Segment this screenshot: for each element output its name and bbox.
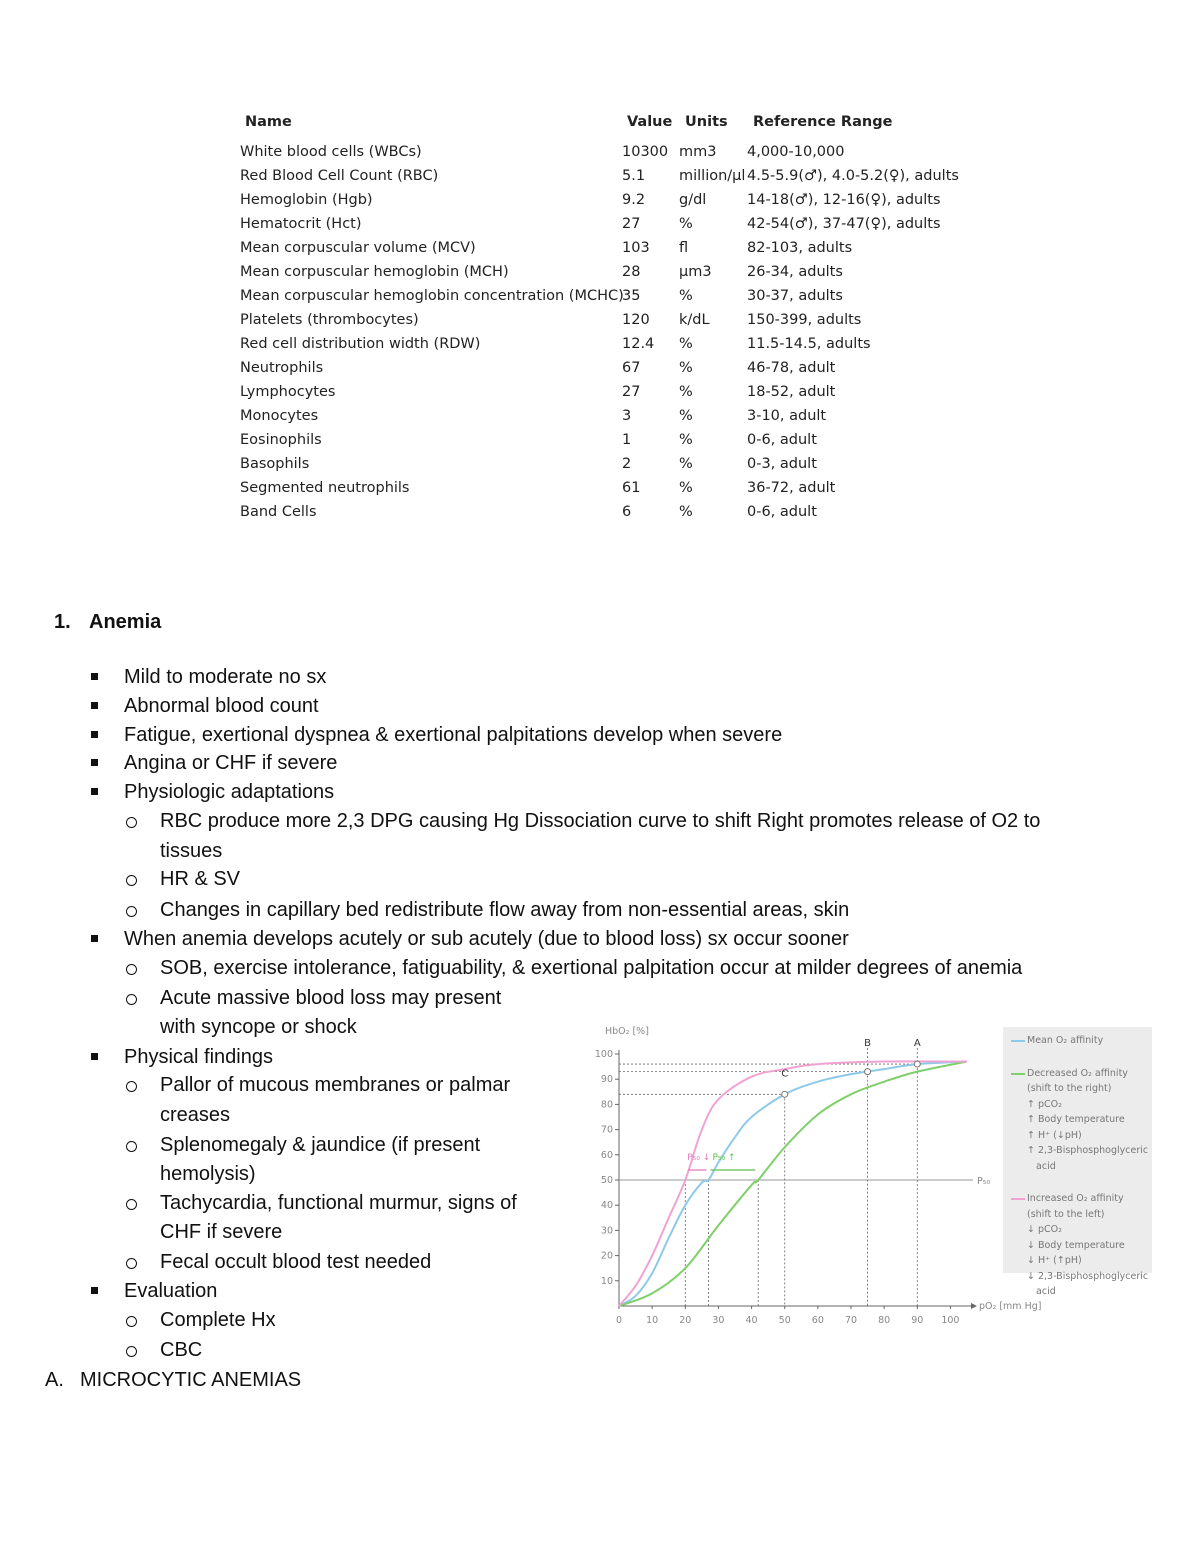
cell-units: %	[679, 336, 693, 352]
x-tick-label: 40	[745, 1315, 758, 1326]
cell-value: 5.1	[622, 168, 646, 184]
cell-value: 61	[622, 480, 641, 496]
legend-text: ↓ H⁺ (↑pH)	[1027, 1255, 1082, 1266]
circle-bullet-icon	[126, 1199, 137, 1210]
y-tick-label: 10	[600, 1275, 613, 1287]
cell-name: White blood cells (WBCs)	[240, 144, 422, 160]
cell-value: 1	[622, 432, 632, 448]
cell-value: 2	[622, 456, 632, 472]
list-item: CBC	[160, 1339, 203, 1361]
cell-units: g/dl	[679, 192, 707, 208]
x-tick-label: 30	[712, 1315, 725, 1326]
list-item: Pallor of mucous membranes or palmar	[160, 1074, 511, 1096]
list-item-continuation: hemolysis)	[160, 1163, 256, 1185]
legend-text: acid	[1027, 1160, 1056, 1172]
cell-reference-range: 82-103, adults	[747, 240, 853, 256]
cell-value: 9.2	[622, 192, 646, 208]
circle-bullet-icon	[126, 1258, 137, 1269]
legend-text: (shift to the left)	[1027, 1208, 1105, 1220]
legend-text: acid	[1027, 1286, 1056, 1297]
cell-value: 35	[622, 288, 641, 304]
cell-value: 10300	[622, 144, 669, 160]
cell-units: %	[679, 384, 693, 400]
cell-units: %	[679, 408, 693, 424]
cell-units: %	[679, 288, 693, 304]
cell-units: %	[679, 216, 693, 232]
cell-name: Hemoglobin (Hgb)	[240, 192, 373, 208]
list-item: Tachycardia, functional murmur, signs of	[160, 1192, 517, 1214]
x-tick-label: 80	[878, 1315, 891, 1326]
legend-text: ↑ pCO₂	[1027, 1098, 1062, 1110]
data-point	[914, 1061, 920, 1067]
x-tick-label: 100	[941, 1315, 960, 1326]
cell-reference-range: 11.5-14.5, adults	[747, 336, 871, 352]
legend-text: Increased O₂ affinity	[1027, 1193, 1124, 1204]
x-tick-label: 70	[844, 1315, 858, 1326]
circle-bullet-icon	[126, 1081, 137, 1092]
subsection-letter: A.	[45, 1369, 64, 1391]
square-bullet-icon	[91, 702, 98, 709]
header-value: Value	[627, 114, 673, 130]
square-bullet-icon	[91, 788, 98, 795]
header-units: Units	[685, 114, 728, 130]
square-bullet-icon	[91, 673, 98, 680]
circle-bullet-icon	[126, 906, 137, 917]
point-label-b: B	[864, 1038, 872, 1049]
list-item: Changes in capillary bed redistribute flow away from non-essential areas, skin	[160, 899, 850, 921]
list-item: Acute massive blood loss may present	[160, 987, 502, 1009]
y-tick-label: 100	[595, 1049, 613, 1060]
y-tick-label: 50	[600, 1175, 613, 1186]
legend-text: Decreased O₂ affinity	[1027, 1067, 1128, 1079]
cell-value: 28	[622, 264, 641, 280]
x-tick-label: 20	[679, 1315, 692, 1326]
cell-reference-range: 0-6, adult	[747, 432, 817, 448]
circle-bullet-icon	[126, 1141, 137, 1152]
y-axis-label: HbO₂ [%]	[605, 1026, 649, 1037]
legend-text: ↓ Body temperature	[1027, 1239, 1125, 1251]
list-item-continuation: creases	[160, 1104, 231, 1126]
list-item: Complete Hx	[160, 1309, 276, 1331]
cell-reference-range: 14-18(♂), 12-16(♀), adults	[747, 192, 941, 208]
section-title: Anemia	[89, 611, 162, 633]
x-axis-arrow-icon	[971, 1303, 977, 1309]
list-item: SOB, exercise intolerance, fatiguability, & exertional palpitation occur at milder degrees of anemia	[160, 957, 1023, 979]
cell-units: %	[679, 432, 693, 448]
square-bullet-icon	[91, 759, 98, 766]
cell-name: Band Cells	[240, 504, 317, 520]
cell-name: Platelets (thrombocytes)	[240, 312, 419, 328]
legend-swatch	[1011, 1073, 1025, 1075]
cell-reference-range: 0-3, adult	[747, 456, 817, 472]
y-tick-label: 80	[600, 1099, 613, 1111]
cell-reference-range: 36-72, adult	[747, 480, 836, 496]
list-item: Abnormal blood count	[124, 695, 319, 717]
x-axis-label: pO₂ [mm Hg]	[979, 1301, 1042, 1312]
cell-name: Red cell distribution width (RDW)	[240, 336, 481, 352]
cell-units: mm3	[679, 144, 717, 160]
square-bullet-icon	[91, 935, 98, 942]
circle-bullet-icon	[126, 875, 137, 886]
cell-reference-range: 30-37, adults	[747, 288, 843, 304]
cell-reference-range: 4,000-10,000	[747, 144, 845, 160]
list-item: Evaluation	[124, 1280, 218, 1302]
circle-bullet-icon	[126, 994, 137, 1005]
shift-label-right: P₅₀ ↑	[712, 1153, 736, 1163]
legend-text: ↓ 2,3-Bisphosphoglyceric	[1027, 1270, 1149, 1282]
header-reference-range: Reference Range	[753, 114, 893, 130]
list-item: HR & SV	[160, 868, 241, 890]
cell-value: 6	[622, 504, 632, 520]
circle-bullet-icon	[126, 1346, 137, 1357]
list-item: Mild to moderate no sx	[124, 666, 327, 688]
cell-name: Segmented neutrophils	[240, 480, 410, 496]
x-tick-label: 90	[911, 1315, 924, 1326]
series-line-mean	[619, 1062, 967, 1306]
circle-bullet-icon	[126, 964, 137, 975]
x-tick-label: 10	[646, 1315, 659, 1326]
cell-units: k/dL	[679, 312, 710, 328]
cell-name: Basophils	[240, 456, 310, 472]
cell-units: %	[679, 456, 693, 472]
legend-swatch	[1011, 1198, 1025, 1200]
oxygen-dissociation-chart	[595, 1020, 1045, 1335]
list-item-continuation: CHF if severe	[160, 1221, 283, 1243]
cell-name: Mean corpuscular hemoglobin concentration (MCHC)	[240, 288, 624, 304]
list-item-continuation: with syncope or shock	[160, 1016, 357, 1038]
point-label-a: A	[913, 1038, 921, 1049]
list-item: Fatigue, exertional dyspnea & exertional palpitations develop when severe	[124, 724, 783, 746]
cell-units: %	[679, 504, 693, 520]
list-item: Physiologic adaptations	[124, 781, 335, 803]
legend-text: ↑ H⁺ (↓pH)	[1027, 1129, 1082, 1141]
point-label-c: C	[781, 1068, 789, 1080]
cell-reference-range: 18-52, adult	[747, 384, 836, 400]
y-tick-label: 60	[600, 1149, 613, 1161]
chart-legend	[1003, 1027, 1152, 1297]
legend-text: (shift to the right)	[1027, 1083, 1112, 1094]
legend-text: ↑ 2,3-Bisphosphoglyceric	[1027, 1145, 1149, 1156]
cell-value: 3	[622, 408, 632, 424]
cell-reference-range: 150-399, adults	[747, 312, 862, 328]
cell-value: 67	[622, 360, 641, 376]
cell-name: Eosinophils	[240, 432, 322, 448]
cell-units: fl	[679, 240, 689, 256]
y-tick-label: 30	[600, 1225, 613, 1237]
cell-value: 103	[622, 240, 650, 256]
data-point	[782, 1091, 788, 1097]
cell-name: Neutrophils	[240, 360, 324, 376]
cell-value: 120	[622, 312, 650, 328]
header-name: Name	[245, 114, 292, 130]
cell-name: Mean corpuscular volume (MCV)	[240, 240, 476, 256]
legend-swatch	[1011, 1040, 1025, 1042]
shift-label-left: P₅₀ ↓	[687, 1153, 711, 1163]
square-bullet-icon	[91, 731, 98, 738]
square-bullet-icon	[91, 1287, 98, 1294]
x-tick-label: 0	[615, 1315, 623, 1326]
cell-reference-range: 26-34, adults	[747, 264, 843, 280]
cell-units: %	[679, 480, 693, 496]
y-tick-label: 40	[600, 1200, 613, 1212]
list-item: Physical findings	[124, 1046, 273, 1068]
legend-text: ↑ Body temperature	[1027, 1114, 1125, 1125]
list-item: Splenomegaly & jaundice (if present	[160, 1134, 481, 1156]
cell-reference-range: 42-54(♂), 37-47(♀), adults	[747, 216, 941, 232]
cell-units: million/μl	[679, 168, 746, 184]
cell-reference-range: 3-10, adult	[747, 408, 827, 424]
legend-text: ↓ pCO₂	[1027, 1224, 1062, 1235]
legend-text: Mean O₂ affinity	[1027, 1035, 1104, 1046]
y-tick-label: 70	[600, 1124, 613, 1136]
list-item-continuation: tissues	[160, 840, 223, 862]
y-tick-label: 20	[600, 1250, 613, 1262]
circle-bullet-icon	[126, 817, 137, 828]
cell-units: %	[679, 360, 693, 376]
cell-units: μm3	[679, 264, 712, 280]
cell-name: Lymphocytes	[240, 384, 336, 400]
cell-name: Hematocrit (Hct)	[240, 216, 362, 232]
list-item: Fecal occult blood test needed	[160, 1251, 432, 1273]
cell-reference-range: 46-78, adult	[747, 360, 836, 376]
cell-name: Mean corpuscular hemoglobin (MCH)	[240, 264, 509, 280]
cell-value: 27	[622, 384, 641, 400]
x-tick-label: 50	[778, 1315, 791, 1326]
section-number: 1.	[54, 611, 71, 633]
p50-label: P₅₀	[977, 1176, 991, 1187]
cell-value: 27	[622, 216, 641, 232]
subsection-title: MICROCYTIC ANEMIAS	[80, 1369, 302, 1391]
square-bullet-icon	[91, 1053, 98, 1060]
cell-reference-range: 0-6, adult	[747, 504, 817, 520]
series-line-decreased	[619, 1062, 967, 1306]
cell-reference-range: 4.5-5.9(♂), 4.0-5.2(♀), adults	[747, 168, 959, 184]
list-item: Angina or CHF if severe	[124, 752, 338, 774]
series-line-increased	[619, 1061, 967, 1306]
list-item: When anemia develops acutely or sub acutely (due to blood loss) sx occur sooner	[124, 928, 849, 950]
cell-name: Red Blood Cell Count (RBC)	[240, 168, 439, 184]
cell-name: Monocytes	[240, 408, 319, 424]
list-item: RBC produce more 2,3 DPG causing Hg Dissociation curve to shift Right promotes release of O2 to	[160, 810, 1041, 832]
cell-value: 12.4	[622, 336, 655, 352]
y-tick-label: 90	[600, 1074, 613, 1086]
circle-bullet-icon	[126, 1316, 137, 1327]
x-tick-label: 60	[811, 1315, 824, 1326]
data-point	[865, 1069, 871, 1075]
